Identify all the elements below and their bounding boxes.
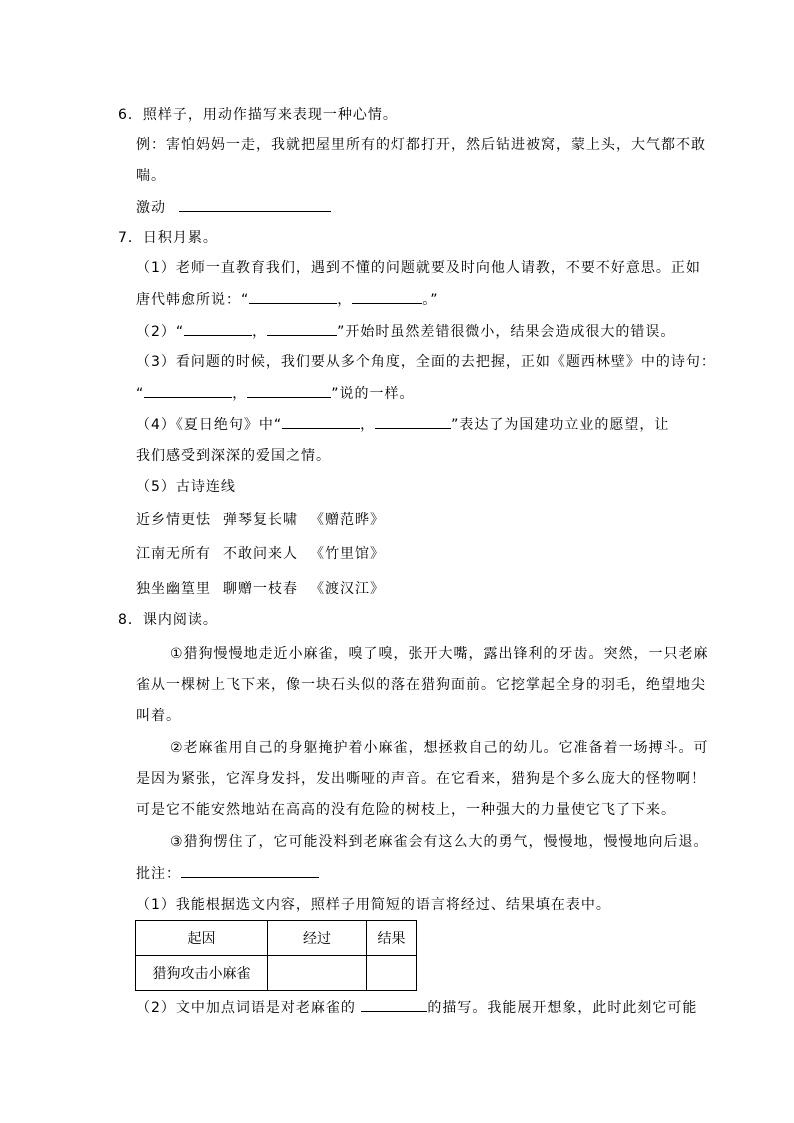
q7-p2-blank-2[interactable]: [267, 322, 337, 336]
q7-p3-line2: [136, 384, 415, 403]
poem-cell: 江南无所有: [136, 546, 211, 562]
q8-sub2-suffix: 的描写。我能展开想象，此时此刻它可能: [427, 1000, 698, 1016]
q8-note-label: 批注：: [136, 866, 181, 882]
q8-para2-line3: 可是它不能安然地站在高高的没有危险的树枝上，一种强大的力量使它飞了下来。: [136, 802, 676, 818]
q6-title: 6．照样子，用动作描写来表现一种心情。: [118, 107, 398, 123]
q8-note-blank[interactable]: [181, 864, 319, 878]
q8-title: 8．课内阅读。: [118, 612, 218, 628]
q7-p1-suffix: 。”: [422, 292, 439, 308]
q7-p2-suffix: ”开始时虽然差错很微小，结果会造成很大的错误。: [337, 324, 676, 340]
q7-p4-prefix: （4）《夏日绝句》中“: [136, 417, 283, 433]
q8-para3: ③猎狗愣住了，它可能没料到老麻雀会有这么大的勇气，慢慢地，慢慢地向后退。: [170, 834, 709, 850]
table-cell-answer[interactable]: [367, 956, 417, 991]
q7-p3-blank-1[interactable]: [144, 384, 232, 398]
q7-p4-suffix: ”表达了为国建功立业的愿望，让: [451, 417, 670, 433]
q8-para1-line2: 雀从一棵树上飞下来，像一块石头似的落在猎狗面前。它挖掌起全身的羽毛，绝望地尖: [136, 677, 706, 693]
q7-p1-blank-2[interactable]: [352, 290, 422, 304]
q7-p4-blank-1[interactable]: [282, 415, 360, 429]
q7-p1-line2: [136, 290, 439, 309]
table-cell: 猎狗攻击小麻雀: [136, 956, 268, 991]
q6-example-line1: 例：害怕妈妈一走，我就把屋里所有的灯都打开，然后钻进被窝，蒙上头，大气都不敢: [136, 137, 706, 153]
q8-sub2: [136, 998, 697, 1017]
q7-p3-suffix: ”说的一样。: [331, 386, 415, 402]
q7-p3-sep: ，: [232, 386, 248, 402]
q8-table: [135, 920, 417, 991]
poem-title: 《渡汉江》: [310, 581, 385, 597]
q8-para2-line2: 是因为紧张，它浑身发抖，发出嘶哑的声音。在它看来，猎狗是个多么庞大的怪物啊！: [136, 771, 706, 787]
table-header: 起因: [136, 921, 268, 956]
q6-answer-blank[interactable]: [179, 198, 331, 212]
q7-title: 7．日积月累。: [118, 230, 218, 246]
poem-title: 《赠范晔》: [310, 512, 385, 528]
q7-p2-prefix: （2）“: [136, 324, 185, 340]
q7-p4-line1: [136, 415, 669, 434]
q7-p1-sep: ，: [337, 292, 353, 308]
poem-cell: 弹琴复长啸: [223, 512, 298, 528]
poem-cell: 聊赠一枝春: [223, 581, 298, 597]
q7-p4-sep: ，: [360, 417, 376, 433]
q7-p5-title: （5）古诗连线: [136, 479, 236, 495]
q7-p3-prefix: “: [136, 386, 145, 402]
q8-para2-line1: ②老麻雀用自己的身躯掩护着小麻雀，想拯救自己的幼儿。它准备着一场搏斗。可: [170, 740, 709, 756]
q8-sub2-prefix: （2）文中加点词语是对老麻雀的: [136, 1000, 362, 1016]
table-header: 结果: [367, 921, 417, 956]
q7-p4-line2: 我们感受到深深的爱国之情。: [136, 448, 331, 464]
q6-prompt: 激动: [136, 200, 166, 216]
table-header: 经过: [268, 921, 367, 956]
q7-p1-prefix: 唐代韩愈所说：“: [136, 292, 250, 308]
table-cell-answer[interactable]: [268, 956, 367, 991]
q8-para1-line1: ①猎狗慢慢地走近小麻雀，嗅了嗅，张开大嘴，露出锋利的牙齿。突然，一只老麻: [170, 646, 709, 662]
q7-p2: [136, 322, 675, 341]
q7-p2-sep: ，: [252, 324, 268, 340]
q7-p3-line1: （3）看问题的时候，我们要从多个角度，全面的去把握，正如《题西林壁》中的诗句：: [136, 354, 716, 370]
q8-note-row: [136, 864, 319, 883]
q7-p2-blank-1[interactable]: [184, 322, 252, 336]
poem-cell: 独坐幽篁里: [136, 581, 211, 597]
q7-p1-blank-1[interactable]: [249, 290, 337, 304]
q8-para1-line3: 叫着。: [136, 708, 181, 724]
q8-sub1: （1）我能根据选文内容，照样子用简短的语言将经过、结果填在表中。: [136, 897, 611, 913]
poem-cell: 不敢问来人: [223, 546, 298, 562]
table-row: [136, 956, 417, 991]
poem-cell: 近乡情更怯: [136, 512, 211, 528]
q8-sub2-blank[interactable]: [361, 998, 427, 1012]
q7-p1-line1: （1）老师一直教育我们，遇到不懂的问题就要及时向他人请教，不要不好意思。正如: [136, 260, 701, 276]
q6-example-line2: 喘。: [136, 168, 166, 184]
q7-p3-blank-2[interactable]: [247, 384, 331, 398]
q7-p4-blank-2[interactable]: [375, 415, 451, 429]
q6-answer-row: [136, 198, 331, 217]
poem-title: 《竹里馆》: [310, 546, 385, 562]
table-header-row: [136, 921, 417, 956]
